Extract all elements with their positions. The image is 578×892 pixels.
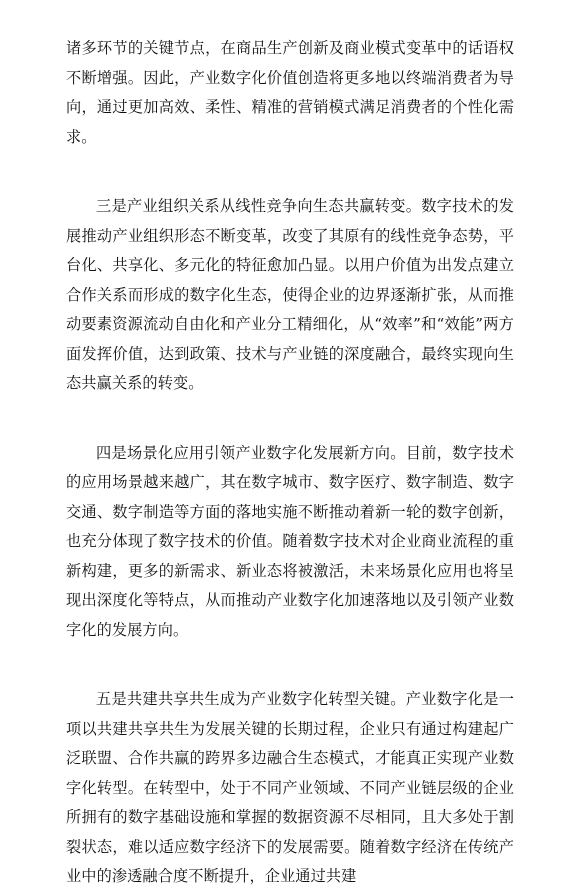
paragraph-point-three: 三是产业组织关系从线性竞争向生态共赢转变。数字技术的发展推动产业组织形态不断变革，改变了其原有的线性竞争态势，平台化、共享化、多元化的特征愈加凸显。以用户价值为出发点建立合作关系而形成的数字化生态，使得企业的边界逐渐扩张，从而推动要素资源流动自由化和产业分工精细化，从“效率”和“效能”两方面发挥价值，达到政策、技术与产业链的深度融合，最终实现向生态共赢关系的转变。 (66, 197, 514, 392)
paragraph-point-five: 五是共建共享共生成为产业数字化转型关键。产业数字化是一项以共建共享共生为发展关键的长期过程，企业只有通过构建起广泛联盟、合作共赢的跨界多边融合生态模式，才能真正实现产业数字化转型。在转型中，处于不同产业领域、不同产业链层级的企业所拥有的数字基础设施和掌握的数据资源不尽相同，且大多处于割裂状态，难以适应数字经济下的发展需要。随着数字经济在传统产业中的渗透融合度不断提升，企业通过共建 (66, 690, 514, 885)
document-body (66, 34, 514, 892)
paragraph-point-four: 四是场景化应用引领产业数字化发展新方向。目前，数字技术的应用场景越来越广，其在数字城市、数字医疗、数字制造、数字交通、数字制造等方面的落地实施不断推动着新一轮的数字创新，也充分体现了数字技术的价值。随着数字技术对企业商业流程的重新构建，更多的新需求、新业态将被激活，未来场景化应用也将呈现出深度化等特点，从而推动产业数字化加速落地以及引领产业数字化的发展方向。 (66, 443, 514, 639)
paragraph-continuation: 诸多环节的关键节点，在商品生产创新及商业模式变革中的话语权不断增强。因此，产业数字化价值创造将更多地以终端消费者为导向，通过更加高效、柔性、精准的营销模式满足消费者的个性化需求。 (66, 39, 514, 146)
